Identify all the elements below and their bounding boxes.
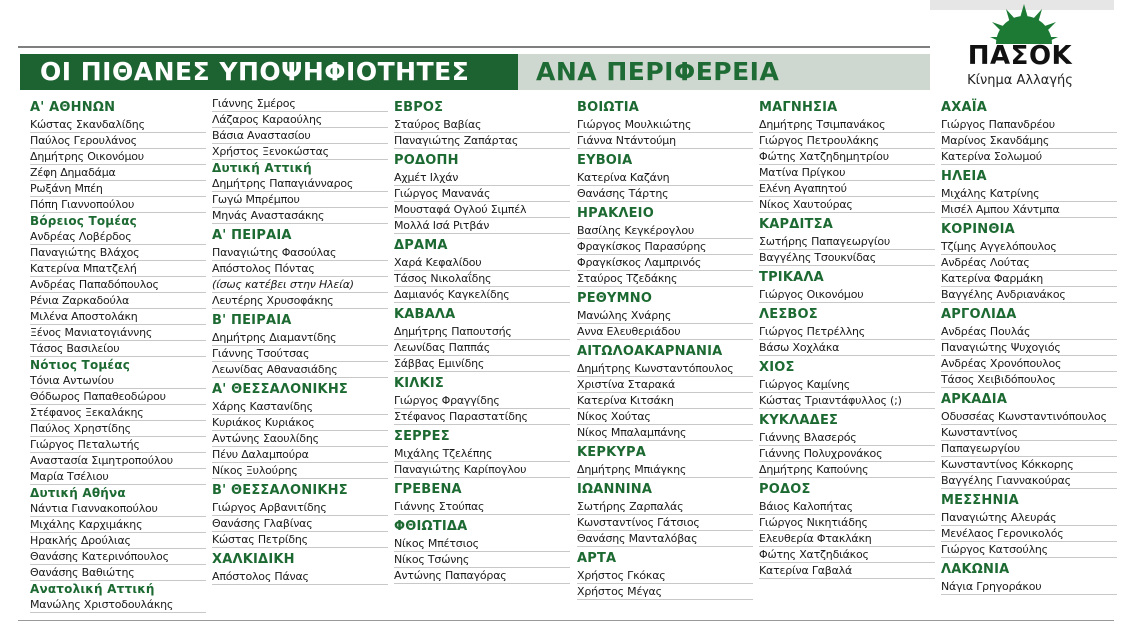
candidate-name: Απόστολος Πάνας [212, 569, 388, 585]
column-6 [941, 96, 1117, 595]
candidate-name: Κατερίνα Φαρμάκη [941, 271, 1117, 287]
region-heading: Α' ΘΕΣΣΑΛΟΝΙΚΗΣ [212, 382, 348, 397]
candidate-name: Γωγώ Μπρέμπου [212, 192, 388, 208]
candidate-name: Τζίμης Αγγελόπουλος [941, 239, 1117, 255]
candidate-name: Σωτήρης Ζαρπαλάς [577, 499, 753, 515]
candidate-name: Μηνάς Αναστασάκης [212, 208, 388, 224]
candidate-name: Φραγκίσκος Παρασύρης [577, 239, 753, 255]
candidate-name: Λεωνίδας Παππάς [394, 340, 570, 356]
candidate-name: Βάιος Καλοπήτας [759, 499, 935, 515]
candidate-name: Γιάννης Στούπας [394, 499, 570, 515]
candidate-name: Μενέλαος Γερονικολός [941, 526, 1117, 542]
candidate-name: Γιώργος Πετρουλάκης [759, 133, 935, 149]
candidate-name: Γιώργος Καμίνης [759, 377, 935, 393]
candidate-name: Βαγγέλης Τσουκνίδας [759, 250, 935, 266]
candidate-name: Γιώργος Οικονόμου [759, 287, 935, 303]
region-heading: ΚΑΒΑΛΑ [394, 307, 456, 322]
candidate-name: Μιλένα Αποστολάκη [30, 309, 206, 325]
column-2 [212, 96, 388, 585]
candidate-name: Γιάννης Βλασερός [759, 430, 935, 446]
candidate-name: Θανάσης Γλαβίνας [212, 516, 388, 532]
candidate-name: Αναστασία Σιμητροπούλου [30, 453, 206, 469]
candidate-name: Θανάσης Βαθιώτης [30, 565, 206, 581]
candidate-name: Παναγιώτης Ψυχογιός [941, 340, 1117, 356]
candidate-name: Ματίνα Πρίγκου [759, 165, 935, 181]
sector-heading: Δυτική Αθήνα [30, 486, 126, 500]
region-heading: ΚΙΛΚΙΣ [394, 376, 444, 391]
candidate-name: Ζέφη Δημαδάμα [30, 165, 206, 181]
region-heading: ΙΩΑΝΝΙΝΑ [577, 482, 653, 497]
region-heading: Α' ΑΘΗΝΩΝ [30, 100, 116, 115]
column-1 [30, 96, 206, 613]
candidate-name: Νίκος Ξυλούρης [212, 463, 388, 479]
candidate-name: Δημήτρης Παπουτσής [394, 324, 570, 340]
candidate-name: Ανδρέας Παπαδόπουλος [30, 277, 206, 293]
region-heading: ΣΕΡΡΕΣ [394, 429, 450, 444]
candidate-name: Παναγιώτης Καρίπογλου [394, 462, 570, 478]
candidate-name: Χριστίνα Σταρακά [577, 377, 753, 393]
region-heading: ΚΟΡΙΝΘΙΑ [941, 222, 1015, 237]
logo-subtitle: Κίνημα Αλλαγής [967, 73, 1073, 88]
candidate-name: Νίκος Χούτας [577, 409, 753, 425]
region-heading: ΡΟΔΟΠΗ [394, 153, 459, 168]
region-heading: ΕΒΡΟΣ [394, 100, 444, 115]
candidate-name: Πόπη Γιαννοπούλου [30, 197, 206, 213]
candidate-name: Γιώργος Παπανδρέου [941, 117, 1117, 133]
candidate-name: Τάσος Βασιλείου [30, 341, 206, 357]
candidate-name: Σωτήρης Παπαγεωργίου [759, 234, 935, 250]
candidate-name: Ανδρέας Λούτας [941, 255, 1117, 271]
candidate-name: Σάββας Εμινίδης [394, 356, 570, 372]
candidate-name: Αντώνης Σαουλίδης [212, 431, 388, 447]
candidate-name: Κατερίνα Κιτσάκη [577, 393, 753, 409]
candidate-name: Βάσω Χοχλάκα [759, 340, 935, 356]
candidate-name: Νίκος Μπέτσιος [394, 536, 570, 552]
candidate-name: Χρήστος Μέγας [577, 584, 753, 600]
region-heading: ΑΡΤΑ [577, 551, 617, 566]
candidate-name: Θόδωρος Παπαθεοδώρου [30, 389, 206, 405]
candidate-name: Θανάσης Κατερινόπουλος [30, 549, 206, 565]
region-heading: Β' ΘΕΣΣΑΛΟΝΙΚΗΣ [212, 483, 348, 498]
region-heading: ΜΕΣΣΗΝΙΑ [941, 493, 1019, 508]
candidate-name: Ανδρέας Λοβέρδος [30, 229, 206, 245]
sector-heading: Ανατολική Αττική [30, 582, 155, 596]
page-subtitle: ΑΝΑ ΠΕΡΙΦΕΡΕΙΑ [518, 54, 930, 90]
candidate-name: Φώτης Χατζηδιάκος [759, 547, 935, 563]
candidate-name: Κυριάκος Κυριάκος [212, 415, 388, 431]
candidate-name: Λεωνίδας Αθανασιάδης [212, 362, 388, 378]
candidate-name: Χρήστος Γκόκας [577, 568, 753, 584]
candidate-name: Απόστολος Πόντας [212, 261, 388, 277]
candidate-name: Σταύρος Τζεδάκης [577, 271, 753, 287]
candidate-name: Βαγγέλης Γιαννακούρας [941, 473, 1117, 489]
region-heading: ΚΥΚΛΑΔΕΣ [759, 413, 839, 428]
candidate-name: Στέφανος Παραστατίδης [394, 409, 570, 425]
candidate-name: Γιώργος Μουλκιώτης [577, 117, 753, 133]
candidate-name: Γιάννης Σμέρος [212, 96, 388, 112]
candidate-name: Φραγκίσκος Λαμπρινός [577, 255, 753, 271]
candidate-name: Γιάννης Πολυχρονάκος [759, 446, 935, 462]
candidate-name: Ηρακλής Δρούλιας [30, 533, 206, 549]
candidate-name: Γιώργος Κατσούλης [941, 542, 1117, 558]
candidate-name: Παναγιώτης Αλευράς [941, 510, 1117, 526]
candidate-name: Μαρίνος Σκανδάμης [941, 133, 1117, 149]
candidate-name: Δημήτρης Καπούνης [759, 462, 935, 478]
region-heading: Β' ΠΕΙΡΑΙΑ [212, 313, 292, 328]
candidate-name: Κωνσταντίνος Κόκκορης [941, 457, 1117, 473]
candidate-name: Φώτης Χατζηδημητρίου [759, 149, 935, 165]
candidate-name: Νίκος Χαυτούρας [759, 197, 935, 213]
candidate-name: Μισέλ Αμπου Χάντμπα [941, 202, 1117, 218]
region-heading: ΗΛΕΙΑ [941, 169, 987, 184]
candidate-name: Κώστας Σκανδαλίδης [30, 117, 206, 133]
candidate-name: Κατερίνα Μπατζελή [30, 261, 206, 277]
candidate-name: Θανάσης Τάρτης [577, 186, 753, 202]
region-heading: ΡΕΘΥΜΝΟ [577, 291, 653, 306]
candidate-name: Μιχάλης Κατρίνης [941, 186, 1117, 202]
candidate-name: Γιώργος Φραγγίδης [394, 393, 570, 409]
candidate-name: Παναγιώτης Φασούλας [212, 245, 388, 261]
candidate-name: Χαρά Κεφαλίδου [394, 255, 570, 271]
candidate-name: Γιάννα Ντάντούμη [577, 133, 753, 149]
candidate-name: Παπαγεωργίου [941, 441, 1117, 457]
region-heading: Α' ΠΕΙΡΑΙΑ [212, 228, 292, 243]
candidate-name: Κατερίνα Σολωμού [941, 149, 1117, 165]
region-heading: ΑΧΑΪΑ [941, 100, 988, 115]
candidate-name: Ανδρέας Χρονόπουλος [941, 356, 1117, 372]
candidate-name: Ρωξάνη Μπέη [30, 181, 206, 197]
candidate-name: Παναγιώτης Ζαπάρτας [394, 133, 570, 149]
region-heading: ΗΡΑΚΛΕΙΟ [577, 206, 654, 221]
region-heading: ΧΑΛΚΙΔΙΚΗ [212, 552, 295, 567]
candidate-name: Νίκος Μπαλαμπάνης [577, 425, 753, 441]
candidate-name: Γιώργος Νικητιάδης [759, 515, 935, 531]
candidate-name: Δημήτρης Οικονόμου [30, 149, 206, 165]
candidate-name: Λευτέρης Χρυσοφάκης [212, 293, 388, 309]
candidate-name: Κατερίνα Καζάνη [577, 170, 753, 186]
candidate-name: Νάγια Γρηγοράκου [941, 579, 1117, 595]
candidate-name: Χάρης Καστανίδης [212, 399, 388, 415]
candidate-name: Βάσια Αναστασίου [212, 128, 388, 144]
candidate-name: Μανώλης Χριστοδουλάκης [30, 597, 206, 613]
sun-icon [990, 4, 1058, 44]
candidate-name: Μολλά Ισά Ριτβάν [394, 218, 570, 234]
region-heading: ΡΟΔΟΣ [759, 482, 811, 497]
region-heading: ΔΡΑΜΑ [394, 238, 448, 253]
region-heading: ΑΙΤΩΛΟΑΚΑΡΝΑΝΙΑ [577, 344, 723, 359]
candidate-name: Βαγγέλης Ανδριανάκος [941, 287, 1117, 303]
candidate-name: Χρήστος Ξενοκώστας [212, 144, 388, 160]
column-4 [577, 96, 753, 600]
candidate-name: Γιώργος Πεταλωτής [30, 437, 206, 453]
candidate-name: Παύλος Γερουλάνος [30, 133, 206, 149]
candidate-name: Μαρία Τσέλιου [30, 469, 206, 485]
candidate-name: Γιώργος Αρβανιτίδης [212, 500, 388, 516]
region-heading: ΤΡΙΚΑΛΑ [759, 270, 824, 285]
region-heading: ΜΑΓΝΗΣΙΑ [759, 100, 838, 115]
candidate-name: Οδυσσέας Κωνσταντινόπουλος [941, 409, 1117, 425]
candidate-name: Βασίλης Κεγκέρογλου [577, 223, 753, 239]
region-heading: ΚΕΡΚΥΡΑ [577, 445, 646, 460]
candidate-name: Πένυ Δαλαμπούρα [212, 447, 388, 463]
sector-heading: Νότιος Τομέας [30, 358, 131, 372]
candidate-name: Τάσος Χειβιδόπουλος [941, 372, 1117, 388]
column-3 [394, 96, 570, 584]
candidate-name: Γιάννης Τσούτσας [212, 346, 388, 362]
logo-name: ΠΑΣΟΚ [967, 41, 1073, 71]
candidate-name: Τάσος Νικολαΐδης [394, 271, 570, 287]
region-heading: ΧΙΟΣ [759, 360, 795, 375]
candidate-name: Δημήτρης Κωνσταντόπουλος [577, 361, 753, 377]
region-heading: ΦΘΙΩΤΙΔΑ [394, 519, 468, 534]
region-heading: ΚΑΡΔΙΤΣΑ [759, 217, 833, 232]
candidate-name: Ανδρέας Πουλάς [941, 324, 1117, 340]
candidate-name: Αχμέτ Ιλχάν [394, 170, 570, 186]
candidate-name: Μιχάλης Καρχιμάκης [30, 517, 206, 533]
candidate-name: Κώστας Πετρίδης [212, 532, 388, 548]
region-heading: ΒΟΙΩΤΙΑ [577, 100, 640, 115]
pasok-logo [930, 0, 1114, 96]
region-heading: ΛΑΚΩΝΙΑ [941, 562, 1010, 577]
candidate-name: Κωνσταντίνος [941, 425, 1117, 441]
candidate-name: Αντώνης Παπαγόρας [394, 568, 570, 584]
candidate-name: Δημήτρης Παπαγιάνναρος [212, 176, 388, 192]
candidate-name: Ξένος Μανιατογιάννης [30, 325, 206, 341]
candidate-name: Κώστας Τριαντάφυλλος (;) [759, 393, 935, 409]
region-heading: ΑΡΚΑΔΙΑ [941, 392, 1008, 407]
region-heading: ΓΡΕΒΕΝΑ [394, 482, 462, 497]
page-title: ΟΙ ΠΙΘΑΝΕΣ ΥΠΟΨΗΦΙΟΤΗΤΕΣ [20, 54, 518, 90]
candidate-name: Μουσταφά Ογλού Σιμπέλ [394, 202, 570, 218]
candidate-name: Νίκος Τσώνης [394, 552, 570, 568]
candidate-name: Λάζαρος Καραούλης [212, 112, 388, 128]
candidate-name: Δημήτρης Διαμαντίδης [212, 330, 388, 346]
candidate-name: Δημήτρης Μπιάγκης [577, 462, 753, 478]
sector-heading: Δυτική Αττική [212, 161, 312, 175]
candidate-name: Κωνσταντίνος Γάτσιος [577, 515, 753, 531]
region-heading: ΛΕΣΒΟΣ [759, 307, 818, 322]
candidate-name: Ελευθερία Φτακλάκη [759, 531, 935, 547]
candidate-name: Παύλος Χρηστίδης [30, 421, 206, 437]
sector-heading: Βόρειος Τομέας [30, 214, 137, 228]
column-5 [759, 96, 935, 579]
candidate-name: Μιχάλης Τζελέπης [394, 446, 570, 462]
candidate-note: (ίσως κατέβει στην Ηλεία) [212, 277, 388, 293]
candidate-name: Κατερίνα Γαβαλά [759, 563, 935, 579]
candidate-name: Σταύρος Βαβίας [394, 117, 570, 133]
candidate-name: Τόνια Αντωνίου [30, 373, 206, 389]
candidate-name: Μανώλης Χνάρης [577, 308, 753, 324]
bottom-rule [18, 620, 1114, 621]
candidate-name: Νάντια Γιαννακοπούλου [30, 501, 206, 517]
candidate-name: Στέφανος Ξεκαλάκης [30, 405, 206, 421]
region-heading: ΕΥΒΟΙΑ [577, 153, 633, 168]
candidate-name: Θανάσης Μανταλόβας [577, 531, 753, 547]
candidate-name: Δημήτρης Τσιμπανάκος [759, 117, 935, 133]
candidate-name: Παναγιώτης Βλάχος [30, 245, 206, 261]
candidate-name: Γιώργος Πετρέλλης [759, 324, 935, 340]
candidate-name: Ρένια Ζαρκαδούλα [30, 293, 206, 309]
candidate-name: Αννα Ελευθεριάδου [577, 324, 753, 340]
candidate-name: Δαμιανός Καγκελίδης [394, 287, 570, 303]
candidate-name: Γιώργος Μανανάς [394, 186, 570, 202]
candidate-name: Ελένη Αγαπητού [759, 181, 935, 197]
region-heading: ΑΡΓΟΛΙΔΑ [941, 307, 1017, 322]
